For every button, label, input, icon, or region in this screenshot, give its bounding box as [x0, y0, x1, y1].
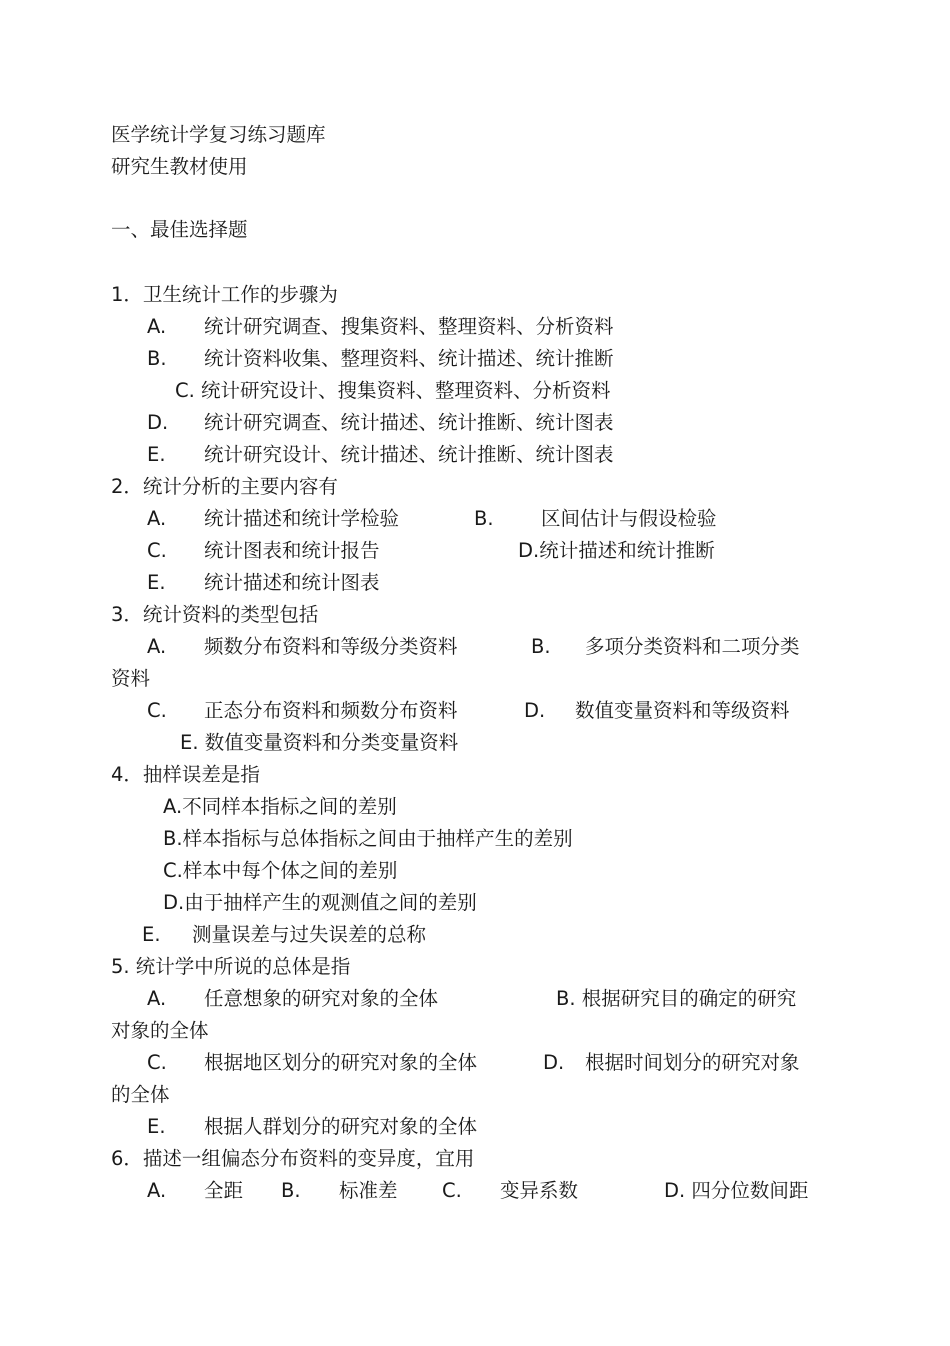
option-e: 根据人群划分的研究对象的全体	[204, 1115, 478, 1138]
option-b: 标准差	[339, 1179, 398, 1202]
option-d: 根据时间划分的研究对象	[585, 1051, 800, 1074]
option-e: 统计描述和统计图表	[204, 571, 380, 594]
doc-title: 医学统计学复习练习题库	[111, 123, 326, 146]
option-key: A.	[147, 1179, 167, 1202]
option-key: A.	[147, 315, 167, 338]
option-d-continuation: 的全体	[111, 1083, 170, 1106]
option-c: C. 统计研究设计、搜集资料、整理资料、分析资料	[175, 379, 611, 402]
option-c: 变异系数	[500, 1179, 579, 1202]
option-key: D.	[147, 411, 169, 434]
option-b: B.样本指标与总体指标之间由于抽样产生的差别	[163, 827, 573, 850]
option-d: 统计研究调查、统计描述、统计推断、统计图表	[204, 411, 614, 434]
question-stem: 3．统计资料的类型包括	[111, 603, 319, 626]
option-key: C.	[147, 1051, 167, 1074]
option-c: 正态分布资料和频数分布资料	[204, 699, 458, 722]
option-a: 统计研究调查、搜集资料、整理资料、分析资料	[204, 315, 614, 338]
question-stem: 4．抽样误差是指	[111, 763, 260, 786]
option-b-continuation: 资料	[111, 667, 151, 690]
option-d: D. 四分位数间距	[664, 1179, 809, 1202]
option-a: 频数分布资料和等级分类资料	[204, 635, 458, 658]
option-d: 数值变量资料和等级资料	[575, 699, 790, 722]
option-a: 任意想象的研究对象的全体	[204, 987, 439, 1010]
option-key: C.	[147, 699, 167, 722]
option-e: 统计研究设计、统计描述、统计推断、统计图表	[204, 443, 614, 466]
option-key: B.	[474, 507, 494, 530]
option-a: A.不同样本指标之间的差别	[163, 795, 397, 818]
question-stem: 6．描述一组偏态分布资料的变异度，宜用	[111, 1147, 475, 1170]
section-heading: 一、最佳选择题	[111, 218, 248, 241]
option-a: 全距	[204, 1179, 244, 1202]
option-d: D.统计描述和统计推断	[518, 539, 715, 562]
question-stem: 1．卫生统计工作的步骤为	[111, 283, 338, 306]
option-key: D.	[524, 699, 546, 722]
option-e: E. 数值变量资料和分类变量资料	[180, 731, 459, 754]
question-stem: 2．统计分析的主要内容有	[111, 475, 338, 498]
option-key: B.	[281, 1179, 301, 1202]
option-b: 统计资料收集、整理资料、统计描述、统计推断	[204, 347, 614, 370]
option-c: C.样本中每个体之间的差别	[163, 859, 398, 882]
option-key: B.	[147, 347, 167, 370]
option-b: B. 根据研究目的确定的研究	[556, 987, 797, 1010]
option-b: 多项分类资料和二项分类	[585, 635, 800, 658]
option-b: 区间估计与假设检验	[541, 507, 717, 530]
option-key: A.	[147, 987, 167, 1010]
option-b-continuation: 对象的全体	[111, 1019, 209, 1042]
option-key: A.	[147, 507, 167, 530]
option-key: B.	[531, 635, 551, 658]
doc-subtitle: 研究生教材使用	[111, 155, 248, 178]
option-key: C.	[442, 1179, 462, 1202]
option-key: A.	[147, 635, 167, 658]
option-key: E.	[147, 443, 166, 466]
option-key: E.	[142, 923, 161, 946]
option-key: D.	[543, 1051, 565, 1074]
option-d: D.由于抽样产生的观测值之间的差别	[163, 891, 477, 914]
question-stem: 5. 统计学中所说的总体是指	[111, 955, 351, 978]
option-key: E.	[147, 1115, 166, 1138]
option-a: 统计描述和统计学检验	[204, 507, 400, 530]
option-c: 根据地区划分的研究对象的全体	[204, 1051, 478, 1074]
option-key: C.	[147, 539, 167, 562]
option-e: 测量误差与过失误差的总称	[192, 923, 427, 946]
option-key: E.	[147, 571, 166, 594]
option-c: 统计图表和统计报告	[204, 539, 380, 562]
